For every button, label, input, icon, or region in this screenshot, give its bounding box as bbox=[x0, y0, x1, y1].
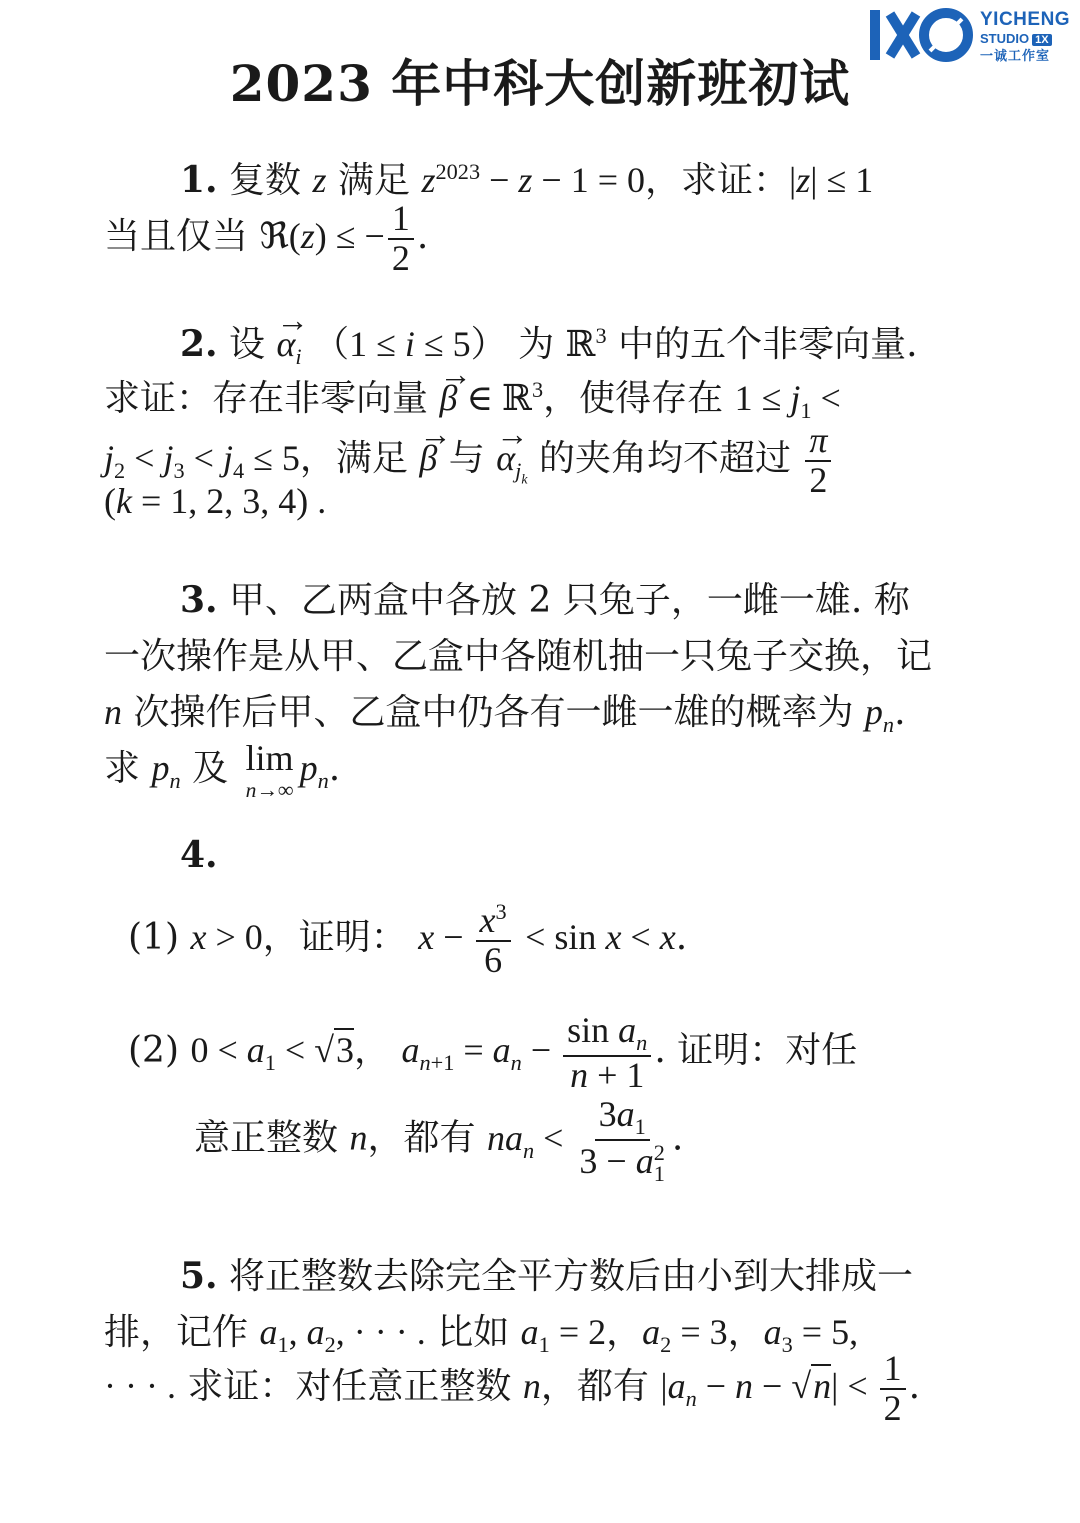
problem-text: ，证明： bbox=[262, 916, 407, 958]
sub-label: (1) bbox=[128, 916, 179, 958]
problem-text: ，都有 bbox=[540, 1365, 649, 1407]
problem-text: 意正整数 bbox=[194, 1117, 339, 1159]
problem-text: 求证：存在非零向量 bbox=[104, 378, 429, 419]
problem-text: ，满足 bbox=[299, 437, 408, 479]
problem-text: ，都有 bbox=[367, 1117, 476, 1159]
problem-text: 复数 bbox=[229, 160, 302, 201]
problem-text: ，使得存在 bbox=[543, 378, 724, 419]
problem-text: 甲、乙两盒中各放 2 只兔子，一雌一雄. 称 bbox=[229, 580, 910, 621]
problem-number: 4. bbox=[180, 834, 218, 876]
problem-text: 求 bbox=[104, 748, 141, 789]
problem-number: 5. bbox=[180, 1255, 218, 1297]
problem-text: 的夹角均不超过 bbox=[538, 437, 791, 479]
problem-number: 2. bbox=[180, 323, 218, 365]
problem-text: 次操作后甲、乙盒中仍各有一雌一雄的概率为 bbox=[133, 692, 854, 733]
problem-text: 中的五个非零向量. bbox=[618, 324, 918, 365]
page-title: 2023 年中科大创新班初试 bbox=[229, 54, 851, 113]
problem-number: 3. bbox=[180, 579, 218, 621]
problem-text: 将正整数去除完全平方数后由小到大排成一 bbox=[229, 1256, 914, 1297]
logo-line3: 一诚工作室 bbox=[980, 48, 1051, 63]
problem-text: 及 bbox=[192, 748, 229, 789]
logo-line1: YICHENG bbox=[980, 9, 1071, 30]
problem-text: 满足 bbox=[337, 160, 410, 201]
problem-text: 求证：对任意正整数 bbox=[187, 1365, 512, 1407]
problem-number: 1. bbox=[180, 159, 218, 201]
problem-text: 为 bbox=[518, 324, 555, 365]
logo-line2: STUDIO bbox=[980, 31, 1030, 46]
problem-text: ，求证： bbox=[645, 160, 790, 201]
problem-text: 当且仅当 bbox=[104, 215, 249, 257]
logo-badge: 1X bbox=[1032, 34, 1051, 46]
problem-text: 排，记作 bbox=[104, 1312, 249, 1353]
problem-text: 证明：对任 bbox=[677, 1030, 858, 1072]
problem-text: 比如 bbox=[437, 1312, 510, 1353]
problem-text: 设 bbox=[229, 324, 266, 365]
problem-text: 与 bbox=[448, 437, 485, 479]
problem-text: 一次操作是从甲、乙盒中各随机抽一只兔子交换，记 bbox=[104, 636, 933, 677]
sub-label: (2) bbox=[128, 1030, 179, 1072]
